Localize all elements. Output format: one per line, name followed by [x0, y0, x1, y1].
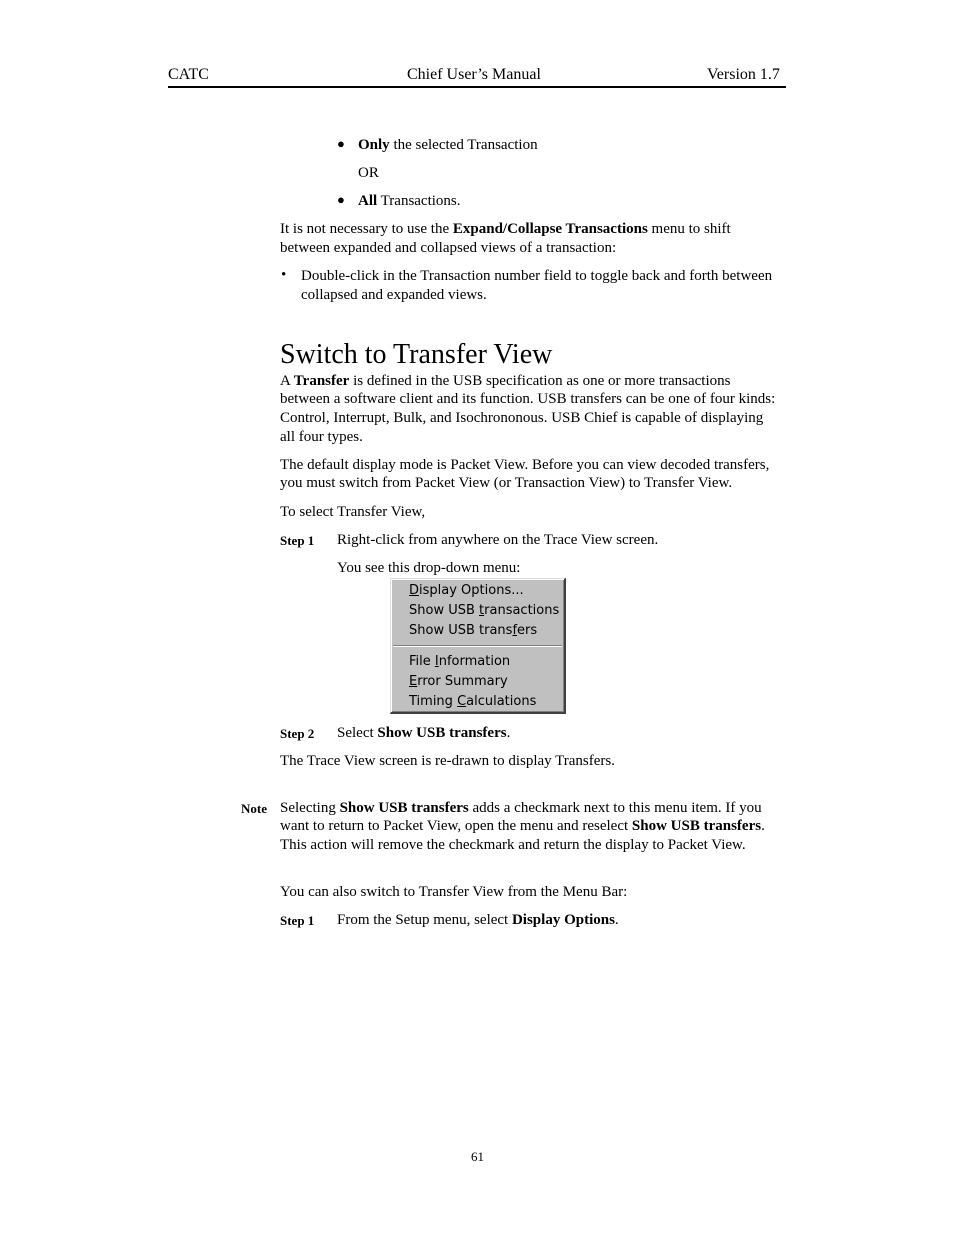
paragraph-line: It is not necessary to use the Expand/Collapse Transactions menu to shift: [280, 221, 731, 237]
bullet-line: collapsed and expanded views.: [301, 287, 487, 303]
step-label: Step 2: [280, 726, 315, 741]
paragraph-line: all four types.: [280, 429, 363, 445]
list-item-only: Only the selected Transaction: [358, 137, 538, 153]
note-line: Selecting Show USB transfers adds a checkmark next to this menu item. If you: [280, 800, 762, 816]
menu-item-show-usb-transactions[interactable]: Show USB transactions: [409, 603, 560, 618]
paragraph-line: The default display mode is Packet View. Before you can view decoded transfers,: [280, 457, 770, 473]
menu-item-timing-calculations[interactable]: Timing Calculations: [409, 694, 537, 709]
header-left: CATC: [168, 66, 209, 83]
step-subtext: You see this drop-down menu:: [337, 560, 521, 576]
bullet-line: Double-click in the Transaction number field to toggle back and forth between: [301, 268, 773, 284]
paragraph-line: Control, Interrupt, Bulk, and Isochrononous. USB Chief is capable of displaying: [280, 410, 764, 426]
paragraph-line: between expanded and collapsed views of a transaction:: [280, 240, 617, 256]
menu-separator: [393, 645, 562, 647]
header-title: Chief User’s Manual: [407, 66, 541, 83]
step-label: Step 1: [280, 913, 315, 928]
context-menu: [390, 578, 566, 714]
bullet-icon: ●: [337, 192, 345, 207]
paragraph-line: The Trace View screen is re-drawn to display Transfers.: [280, 753, 616, 769]
menu-item-file-information[interactable]: File Information: [409, 654, 511, 669]
paragraph-line: A Transfer is defined in the USB specification as one or more transactions: [280, 373, 731, 389]
bullet-icon: •: [281, 267, 287, 283]
header-rule: [168, 86, 786, 88]
menu-item-display-options[interactable]: Display Options...: [409, 583, 524, 598]
note-line: want to return to Packet View, open the menu and reselect Show USB transfers.: [280, 818, 765, 834]
paragraph-line: To select Transfer View,: [280, 504, 426, 520]
step-label: Step 1: [280, 533, 315, 548]
note-label: Note: [241, 801, 267, 816]
note-line: This action will remove the checkmark and return the display to Packet View.: [280, 837, 746, 853]
page-number: 61: [471, 1149, 484, 1164]
step-text: Right-click from anywhere on the Trace View screen.: [337, 532, 659, 548]
step-text: Select Show USB transfers.: [337, 725, 511, 741]
paragraph-line: You can also switch to Transfer View from the Menu Bar:: [280, 884, 628, 900]
or-text: OR: [358, 165, 379, 181]
header-version: Version 1.7: [707, 66, 780, 83]
menu-item-show-usb-transfers[interactable]: Show USB transfers: [409, 623, 538, 638]
menu-item-error-summary[interactable]: Error Summary: [409, 674, 508, 689]
paragraph-line: you must switch from Packet View (or Transaction View) to Transfer View.: [280, 475, 733, 491]
bullet-icon: ●: [337, 136, 345, 151]
section-heading: Switch to Transfer View: [280, 339, 553, 370]
list-item-all: All Transactions.: [358, 193, 461, 209]
paragraph-line: between a software client and its function. USB transfers can be one of four kinds:: [280, 391, 776, 407]
step-text: From the Setup menu, select Display Options.: [337, 912, 619, 928]
